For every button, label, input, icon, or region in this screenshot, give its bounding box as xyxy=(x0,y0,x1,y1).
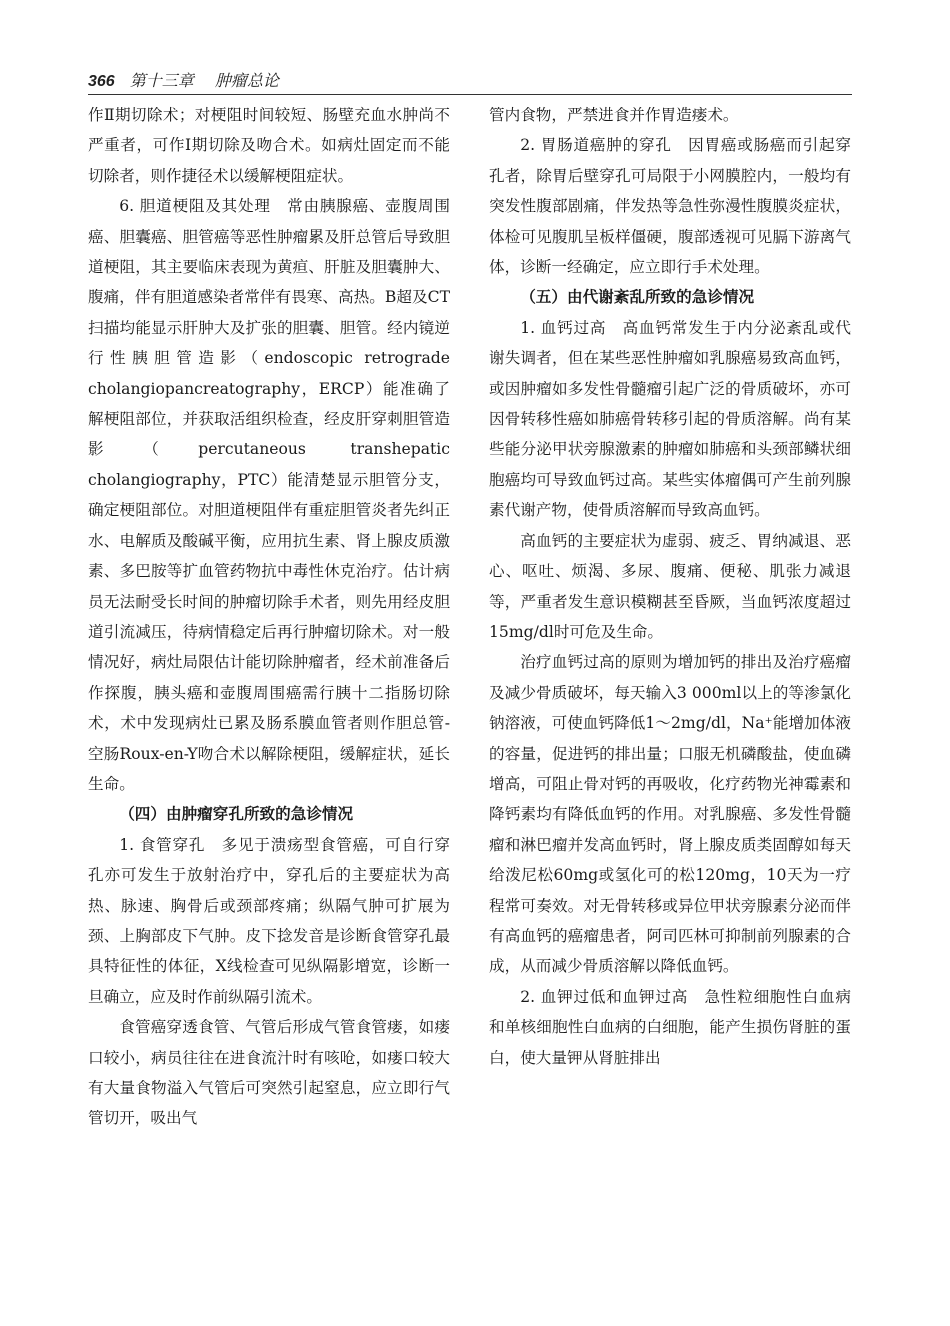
paragraph: 2. 胃肠道癌肿的穿孔 因胃癌或肠癌而引起穿孔者，除胃后壁穿孔可局限于小网膜腔内，一般均有突发性腹部剧痛，伴发热等急性弥漫性腹膜炎症状，体检可见腹肌呈板样僵硬，腹部透视可见膈下游离气体，诊断一经确定，应立即行手术处理。 xyxy=(489,136,851,277)
paragraph: 6. 胆道梗阻及其处理 常由胰腺癌、壶腹周围癌、胆囊癌、胆管癌等恶性肿瘤累及肝总管后导致胆道梗阻，其主要临床表现为黄疸、肝脏及胆囊肿大、腹痛，伴有胆道感染者常伴有畏寒、高热。B超及CT扫描均能显示肝肿大及扩张的胆囊、胆管。经内镜逆行性胰胆管造影（endoscopic retrograde cholangiopancreatography，ERCP）能准确了解梗阻部位，并获取活组织检查，经皮肝穿刺胆管造影（percutaneous transhepatic cholangiography，PTC）能清楚显示胆管分支，确定梗阻部位。对胆道梗阻伴有重症胆管炎者先纠正水、电解质及酸碱平衡，应用抗生素、肾上腺皮质激素、多巴胺等扩血管药物抗中毒性休克治疗。估计病员无法耐受长时间的肿瘤切除手术者，则先用经皮胆道引流减压，待病情稳定后再行肿瘤切除术。对一般情况好，病灶局限估计能切除肿瘤者，经术前准备后作探腹，胰头癌和壶腹周围癌需行胰十二指肠切除术，术中发现病灶已累及肠系膜血管者则作胆总管-空肠Roux-en-Y吻合术以解除梗阻，缓解症状，延长生命。 xyxy=(88,197,450,793)
page-number: 366 xyxy=(88,73,115,90)
section-heading: （五）由代谢紊乱所致的急诊情况 xyxy=(520,288,755,307)
paragraph: 治疗血钙过高的原则为增加钙的排出及治疗癌瘤及减少骨质破坏，每天输入3 000ml以上的等渗氯化钠溶液，可使血钙降低1～2mg/dl，Na⁺能增加体液的容量，促进钙的排出量；口服无机磷酸盐，使血磷增高，可阻止骨对钙的再吸收，化疗药物光神霉素和降钙素均有降低血钙的作用。对乳腺癌、多发性骨髓瘤和淋巴瘤并发高血钙时，肾上腺皮质类固醇如每天给泼尼松60mg或氢化可的松120mg，10天为一疗程常可奏效。对无骨转移或异位甲状旁腺素分泌而伴有高血钙的癌瘤患者，阿司匹林可抑制前列腺素的合成，从而减少骨质溶解以降低血钙。 xyxy=(489,653,851,976)
header-rule xyxy=(88,94,852,95)
chapter-title: 肿瘤总论 xyxy=(214,71,279,90)
paragraph: 食管癌穿透食管、气管后形成气管食管瘘，如瘘口较小，病员往往在进食流汁时有咳呛，如瘘口较大有大量食物溢入气管后可突然引起窒息，应立即行气管切开，吸出气 xyxy=(88,1018,450,1128)
paragraph: 2. 血钾过低和血钾过高 急性粒细胞性白血病和单核细胞性白血病的白细胞，能产生损伤肾脏的蛋白，使大量钾从肾脏排出 xyxy=(489,987,851,1067)
right-column xyxy=(489,100,851,1073)
paragraph: 1. 血钙过高 高血钙常发生于内分泌紊乱或代谢失调者，但在某些恶性肿瘤如乳腺癌易致高血钙，或因肿瘤如多发性骨髓瘤引起广泛的骨质破坏，亦可因骨转移性癌如肺癌骨转移引起的骨质溶解。尚有某些能分泌甲状旁腺激素的肿瘤如肺癌和头颈部鳞状细胞癌均可导致血钙过高。某些实体瘤偶可产生前列腺素代谢产物，使骨质溶解而导致高血钙。 xyxy=(489,318,851,520)
left-column xyxy=(88,100,450,1134)
section-heading: （四）由肿瘤穿孔所致的急诊情况 xyxy=(119,805,354,824)
paragraph: 管内食物，严禁进食并作胃造瘘术。 xyxy=(489,106,739,124)
chapter-label: 第十三章 xyxy=(129,71,194,90)
paragraph: 作Ⅱ期切除术；对梗阻时间较短、肠壁充血水肿尚不严重者，可作Ⅰ期切除及吻合术。如病灶固定而不能切除者，则作捷径术以缓解梗阻症状。 xyxy=(88,106,450,185)
paragraph: 1. 食管穿孔 多见于溃疡型食管癌，可自行穿孔亦可发生于放射治疗中，穿孔后的主要症状为高热、脉速、胸骨后或颈部疼痛；纵隔气肿可扩展为颈、上胸部皮下气肿。皮下捻发音是诊断食管穿孔最具特征性的体征，X线检查可见纵隔影增宽，诊断一旦确立，应及时作前纵隔引流术。 xyxy=(88,835,450,1006)
paragraph: 高血钙的主要症状为虚弱、疲乏、胃纳减退、恶心、呕吐、烦渴、多尿、腹痛、便秘、肌张力减退等，严重者发生意识模糊甚至昏厥，当血钙浓度超过15mg/dl时可危及生命。 xyxy=(489,531,851,641)
running-header xyxy=(88,68,279,91)
